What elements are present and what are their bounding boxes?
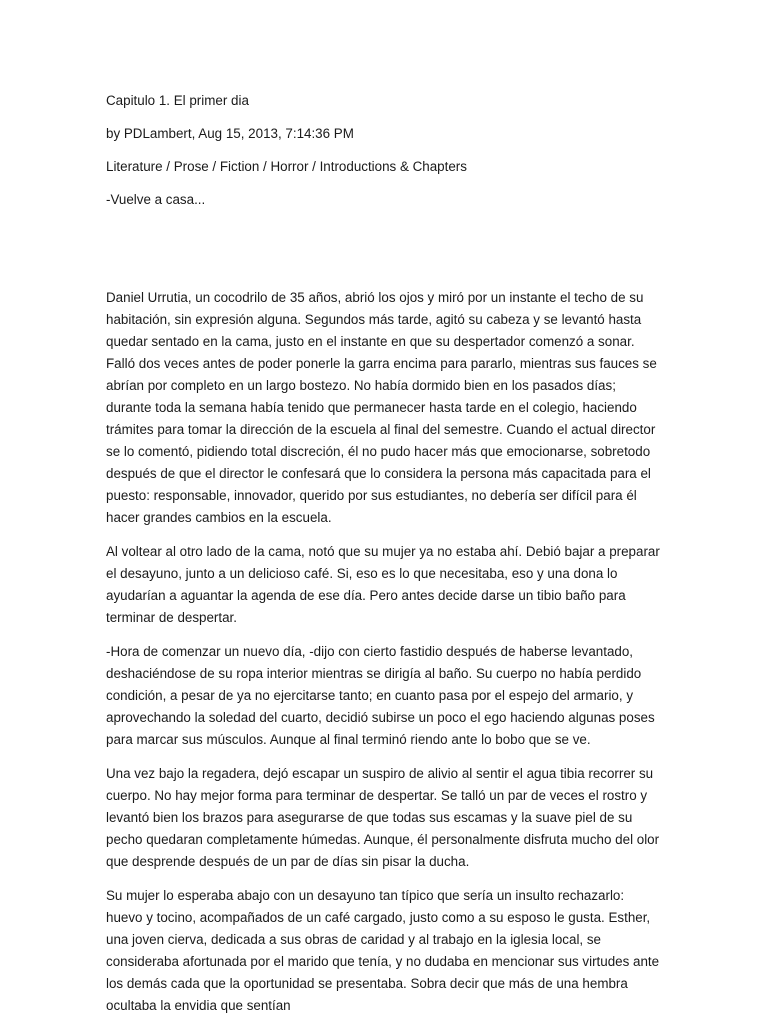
opening-line: -Vuelve a casa... bbox=[106, 192, 206, 207]
paragraph: Una vez bajo la regadera, dejó escapar un suspiro de alivio al sentir el agua tibia recorrer su cuerpo. No hay mejor forma para terminar de despertar. Se talló un par de veces el rostro y levantó bien los brazos para asegurarse de que todas sus escamas y la suave piel de su pecho quedaran completamente húmedas. Aunque, él personalmente disfruta mucho del olor que desprende después de un par de días sin pisar la ducha. bbox=[106, 766, 660, 869]
paragraph: -Hora de comenzar un nuevo día, -dijo con cierto fastidio después de haberse levantado, deshaciéndose de su ropa interior mientras se dirigía al baño. Su cuerpo no había perdido condición, a pesar de ya no ejercitarse tanto; en cuanto pasa por el espejo del armario, y aprovechando la soledad del cuarto, decidió subirse un poco el ego haciendo algunas poses para marcar sus músculos. Aunque al final terminó riendo ante lo bobo que se ve. bbox=[106, 644, 655, 747]
category-path: Literature / Prose / Fiction / Horror / Introductions & Chapters bbox=[106, 159, 467, 174]
story-body bbox=[106, 287, 662, 1029]
paragraph: Al voltear al otro lado de la cama, notó que su mujer ya no estaba ahí. Debió bajar a preparar el desayuno, junto a un delicioso café. Si, eso es lo que necesitaba, eso y una dona lo ayudarían a aguantar la agenda de ese día. Pero antes decide darse un tibio baño para terminar de despertar. bbox=[106, 544, 660, 625]
byline: by PDLambert, Aug 15, 2013, 7:14:36 PM bbox=[106, 126, 354, 141]
paragraph: Daniel Urrutia, un cocodrilo de 35 años, abrió los ojos y miró por un instante el techo de su habitación, sin expresión alguna. Segundos más tarde, agitó su cabeza y se levantó hasta quedar sentado en la cama, justo en el instante en que su despertador comenzó a sonar. Falló dos veces antes de poder ponerle la garra encima para pararlo, mientras sus fauces se abrían por completo en un largo bostezo. No había dormido bien en los pasados días; durante toda la semana había tenido que permanecer hasta tarde en el colegio, haciendo trámites para tomar la dirección de la escuela al final del semestre. Cuando el actual director se lo comentó, pidiendo total discreción, él no pudo hacer más que emocionarse, sobretodo después de que el director le confesará que lo considera la persona más capacitada para el puesto: responsable, innovador, querido por sus estudiantes, no debería ser difícil para él hacer grandes cambios en la escuela. bbox=[106, 290, 657, 525]
chapter-title: Capitulo 1. El primer dia bbox=[106, 93, 249, 108]
paragraph: Su mujer lo esperaba abajo con un desayuno tan típico que sería un insulto rechazarlo: huevo y tocino, acompañados de un café cargado, justo como a su esposo le gusta. Esther, una joven cierva, dedicada a sus obras de caridad y al trabajo en la iglesia local, se consideraba afortunada por el marido que tenía, y no dudaba en mencionar sus virtudes ante los demás cada que la oportunidad se presentaba. Sobra decir que más de una hembra ocultaba la envidia que sentían bbox=[106, 888, 660, 1013]
